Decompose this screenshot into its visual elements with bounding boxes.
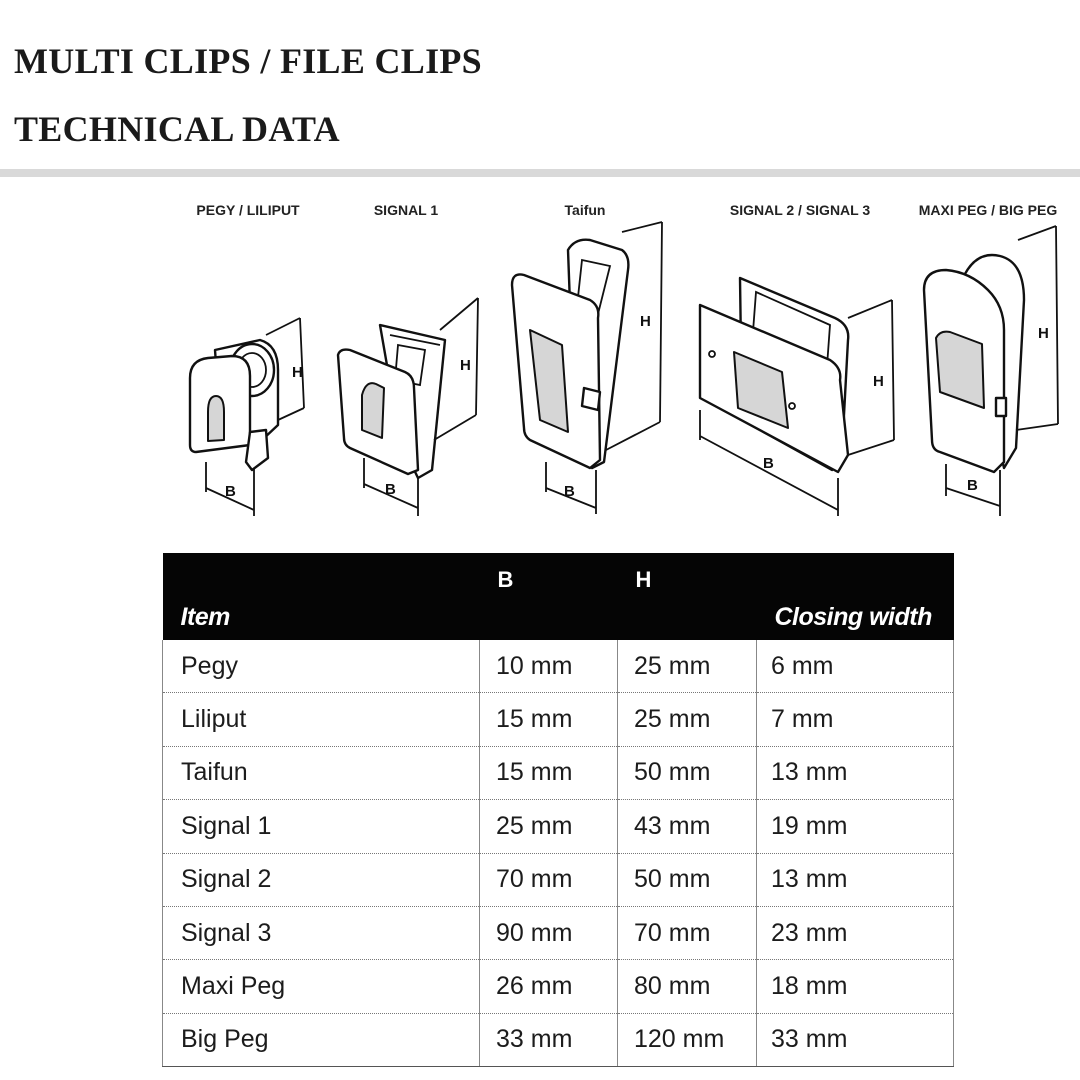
clip-label-taifun: Taifun bbox=[564, 202, 606, 218]
dimension-h-label: H bbox=[640, 313, 651, 330]
item-cell: Pegy bbox=[163, 640, 480, 693]
dimension-h-label: H bbox=[460, 357, 471, 374]
b-cell: 25 mm bbox=[480, 800, 618, 853]
page-subtitle: TECHNICAL DATA bbox=[14, 109, 340, 149]
closing-width-cell: 13 mm bbox=[757, 853, 954, 906]
h-cell: 50 mm bbox=[618, 853, 757, 906]
h-cell: 25 mm bbox=[618, 693, 757, 746]
b-cell: 70 mm bbox=[480, 853, 618, 906]
table-row bbox=[163, 1013, 954, 1066]
item-cell: Taifun bbox=[163, 746, 480, 799]
dimension-h-label: H bbox=[1038, 325, 1049, 342]
h-cell: 80 mm bbox=[618, 960, 757, 1013]
table-row bbox=[163, 693, 954, 746]
closing-width-cell: 33 mm bbox=[757, 1013, 954, 1066]
clip-label-signal-2-3: SIGNAL 2 / SIGNAL 3 bbox=[729, 202, 871, 218]
signal-2-3-clip-drawing bbox=[700, 278, 894, 516]
dimension-h-label: H bbox=[873, 373, 884, 390]
clip-label-maxi-big-peg: MAXI PEG / BIG PEG bbox=[918, 202, 1058, 218]
maxi-big-peg-clip-drawing bbox=[924, 226, 1058, 516]
clip-label-signal-1: SIGNAL 1 bbox=[373, 202, 439, 218]
closing-width-cell: 18 mm bbox=[757, 960, 954, 1013]
item-cell: Signal 3 bbox=[163, 906, 480, 959]
table-row bbox=[163, 640, 954, 693]
technical-data-table bbox=[162, 553, 954, 1067]
b-cell: 15 mm bbox=[480, 693, 618, 746]
table-row bbox=[163, 853, 954, 906]
b-cell: 26 mm bbox=[480, 960, 618, 1013]
dimension-b-label: B bbox=[564, 483, 575, 500]
signal-1-clip-drawing bbox=[338, 298, 478, 516]
table-row bbox=[163, 800, 954, 853]
b-cell: 15 mm bbox=[480, 746, 618, 799]
dimension-b-label: B bbox=[763, 455, 774, 472]
item-cell: Signal 2 bbox=[163, 853, 480, 906]
table-row bbox=[163, 906, 954, 959]
pegy-liliput-clip-drawing bbox=[190, 318, 304, 516]
closing-width-cell: 19 mm bbox=[757, 800, 954, 853]
h-cell: 50 mm bbox=[618, 746, 757, 799]
table-row bbox=[163, 746, 954, 799]
item-cell: Liliput bbox=[163, 693, 480, 746]
column-header-item: Item bbox=[163, 553, 480, 640]
column-header-b: B bbox=[480, 553, 618, 640]
page-title: MULTI CLIPS / FILE CLIPS bbox=[14, 41, 482, 81]
closing-width-cell: 6 mm bbox=[757, 640, 954, 693]
item-cell: Big Peg bbox=[163, 1013, 480, 1066]
h-cell: 25 mm bbox=[618, 640, 757, 693]
dimension-b-label: B bbox=[967, 477, 978, 494]
column-header-h: H bbox=[618, 553, 757, 640]
dimension-b-label: B bbox=[385, 481, 396, 498]
table-row bbox=[163, 960, 954, 1013]
table-header-row bbox=[163, 553, 954, 640]
h-cell: 120 mm bbox=[618, 1013, 757, 1066]
closing-width-cell: 23 mm bbox=[757, 906, 954, 959]
item-cell: Maxi Peg bbox=[163, 960, 480, 1013]
closing-width-cell: 13 mm bbox=[757, 746, 954, 799]
dimension-h-label: H bbox=[292, 364, 303, 381]
b-cell: 90 mm bbox=[480, 906, 618, 959]
dimension-b-label: B bbox=[225, 483, 236, 500]
closing-width-cell: 7 mm bbox=[757, 693, 954, 746]
taifun-clip-drawing bbox=[512, 222, 662, 514]
column-header-closing-width: Closing width bbox=[757, 553, 954, 640]
h-cell: 70 mm bbox=[618, 906, 757, 959]
b-cell: 33 mm bbox=[480, 1013, 618, 1066]
clip-label-pegy-liliput: PEGY / LILIPUT bbox=[196, 202, 300, 218]
item-cell: Signal 1 bbox=[163, 800, 480, 853]
b-cell: 10 mm bbox=[480, 640, 618, 693]
h-cell: 43 mm bbox=[618, 800, 757, 853]
